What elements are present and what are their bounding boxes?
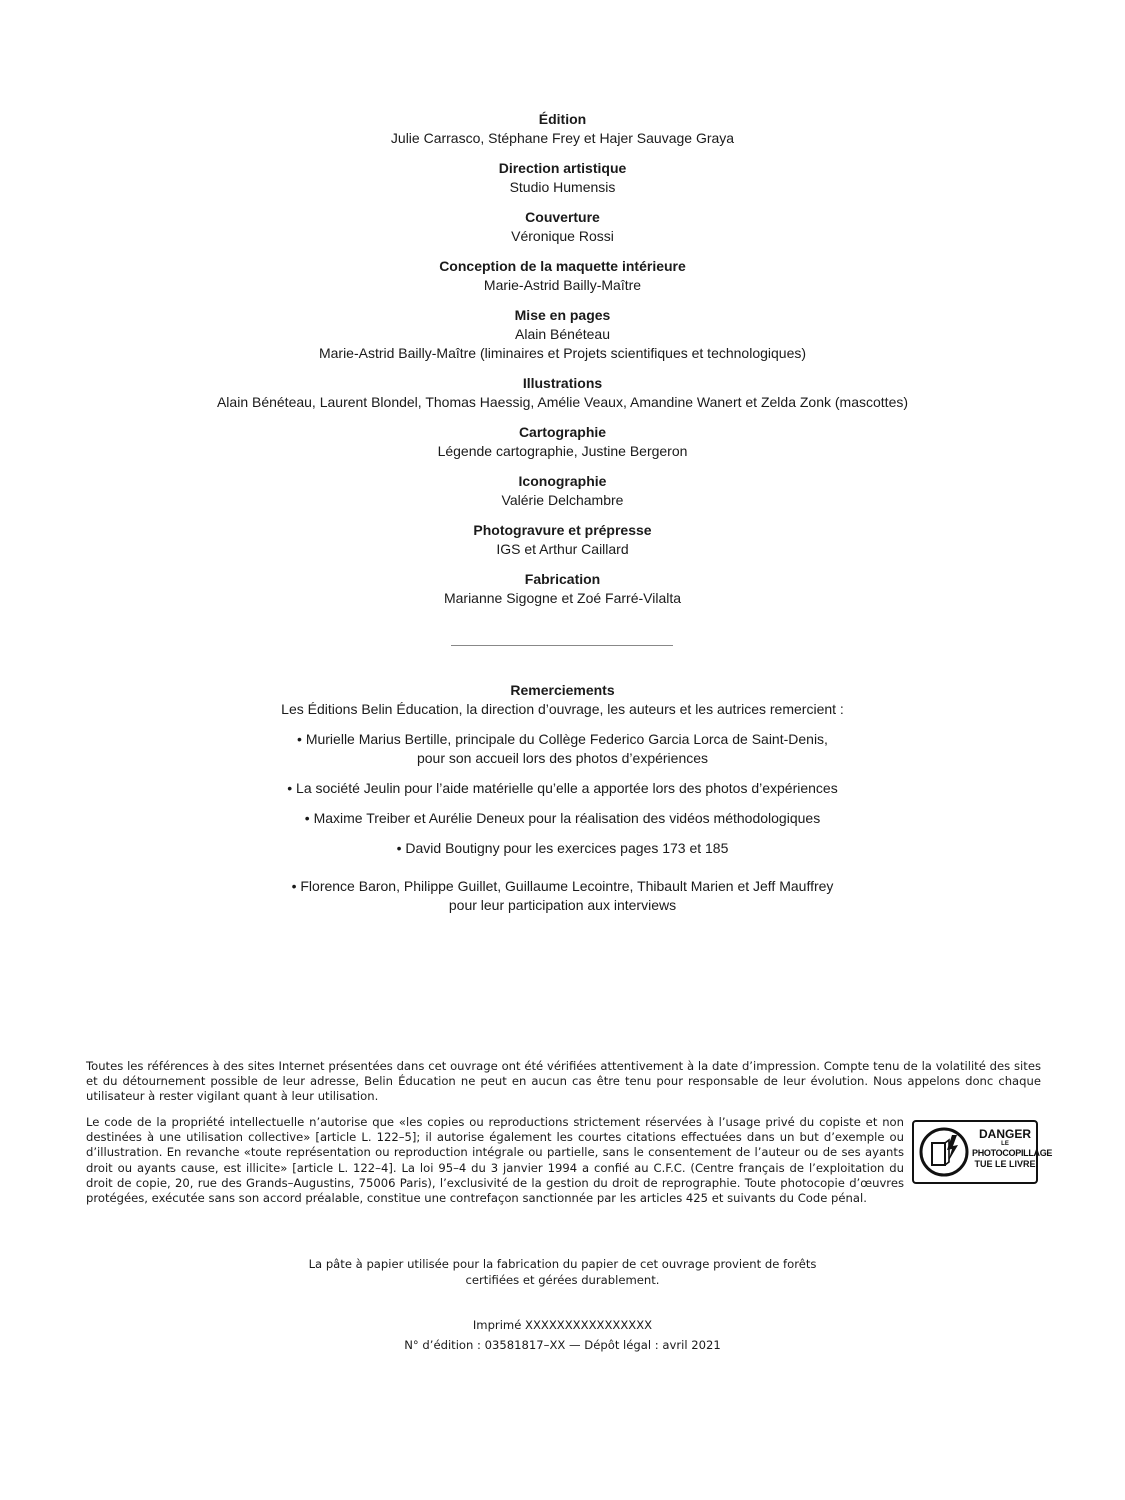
credit-name: Marie-Astrid Bailly-Maître (liminaires et Projets scientifiques et technologiques) — [318, 345, 807, 361]
credit-name: Légende cartographie, Justine Bergeron — [437, 443, 688, 459]
book-lightning-icon — [918, 1126, 970, 1178]
credit-role: Conception de la maquette intérieure — [439, 258, 686, 274]
acknowledgement-line: • Florence Baron, Philippe Guillet, Guillaume Lecointre, Thibault Marien et Jeff Mauffrey — [291, 878, 834, 894]
paper-sourcing-note — [0, 1257, 1125, 1288]
acknowledgement-item — [0, 779, 1125, 798]
danger-logo-line: LE — [1001, 1141, 1009, 1147]
credit-role: Édition — [538, 111, 587, 127]
credit-name: Alain Bénéteau, Laurent Blondel, Thomas Haessig, Amélie Veaux, Amandine Wanert et Zelda Zonk (mascottes) — [216, 394, 909, 410]
credit-role: Mise en pages — [514, 307, 611, 323]
acknowledgement-item — [0, 877, 1125, 915]
acknowledgement-item — [0, 839, 1125, 858]
credit-name: Marie-Astrid Bailly-Maître — [483, 277, 642, 293]
danger-logo-line: TUE LE LIVRE — [974, 1159, 1036, 1169]
acknowledgements-intro: Les Éditions Belin Éducation, la direction d’ouvrage, les auteurs et les autrices remercient : — [281, 701, 844, 717]
credit-name: Alain Bénéteau — [515, 326, 610, 342]
credit-fabrication — [0, 570, 1125, 608]
danger-logo-text — [972, 1127, 1053, 1170]
credit-cartographie — [0, 423, 1125, 461]
acknowledgement-item — [0, 730, 1125, 768]
credit-conception-maquette — [0, 257, 1125, 295]
acknowledgement-line: • David Boutigny pour les exercices pages 173 et 185 — [396, 840, 729, 856]
credit-name: Julie Carrasco, Stéphane Frey et Hajer Sauvage Graya — [390, 130, 735, 146]
credit-role: Photogravure et prépresse — [473, 522, 652, 538]
credit-role: Cartographie — [518, 424, 607, 440]
credit-photogravure — [0, 521, 1125, 559]
credit-role: Illustrations — [522, 375, 603, 391]
section-divider — [451, 645, 673, 646]
acknowledgement-line: pour leur participation aux interviews — [448, 897, 677, 913]
credit-name: Valérie Delchambre — [501, 492, 624, 508]
credit-name: IGS et Arthur Caillard — [496, 541, 629, 557]
acknowledgements-title: Remerciements — [510, 682, 615, 698]
credit-role: Fabrication — [524, 571, 601, 587]
credit-illustrations — [0, 374, 1125, 412]
danger-logo-line: DANGER — [978, 1127, 1031, 1141]
acknowledgement-item — [0, 809, 1125, 828]
internet-disclaimer: Toutes les références à des sites Internet présentées dans cet ouvrage ont été vérifiées attentivement à la date d’impression. Compte tenu de la volatilité des sites et du détournement possible de leur adresse, Belin Éducation ne peut en aucun cas être tenu pour responsable de leur évolution. Nous appelons donc chaque utilisateur à rester vigilant quant à leur utilisation. — [86, 1059, 1041, 1104]
credit-mise-en-pages — [0, 306, 1125, 363]
credits-section — [0, 110, 1125, 619]
danger-photocopillage-logo — [912, 1120, 1053, 1184]
paper-note-line: La pâte à papier utilisée pour la fabrication du papier de cet ouvrage provient de forêts — [308, 1257, 817, 1271]
printer-line: Imprimé XXXXXXXXXXXXXXXX — [472, 1318, 653, 1332]
copyright-notice: Le code de la propriété intellectuelle n’autorise que «les copies ou reproductions strictement réservées à l’usage privé du copiste et non destinées à une utilisation collective» [article L. 122–5]; il autorise également les courtes citations effectuées dans un but d’exemple ou d’illustration. En revanche «toute représentation ou reproduction intégrale ou partielle, sans le consentement de l’auteur ou de ses ayants droit ou ayants cause, est illicite» [article L. 122–4]. La loi 95–4 du 3 janvier 1994 a confié au C.F.C. (Centre français de l’exploitation du droit de copie, 20, rue des Grands–Augustins, 75006 Paris), l’exclusivité de la gestion du droit de reprographie. Toute photocopie d’œuvres protégées, exécutée sans son accord préalable, constitue une contrefaçon sanctionnée par les articles 425 et suivants du Code pénal. — [86, 1115, 904, 1206]
credit-name: Marianne Sigogne et Zoé Farré-Vilalta — [443, 590, 682, 606]
acknowledgement-line: • La société Jeulin pour l’aide matérielle qu’elle a apportée lors des photos d’expériences — [287, 780, 838, 796]
credit-couverture — [0, 208, 1125, 246]
credit-name: Véronique Rossi — [511, 228, 614, 244]
credit-edition — [0, 110, 1125, 148]
acknowledgement-line: • Maxime Treiber et Aurélie Deneux pour la réalisation des vidéos méthodologiques — [304, 810, 821, 826]
credit-iconographie — [0, 472, 1125, 510]
credit-role: Direction artistique — [498, 160, 627, 176]
paper-note-line: certifiées et gérées durablement. — [465, 1272, 660, 1287]
edition-legal-deposit: N° d’édition : 03581817–XX — Dépôt légal : avril 2021 — [404, 1338, 721, 1352]
credit-role: Couverture — [525, 209, 600, 225]
credit-name: Studio Humensis — [509, 179, 616, 195]
acknowledgements-section — [0, 681, 1125, 926]
acknowledgement-line: • Murielle Marius Bertille, principale du Collège Federico Garcia Lorca de Saint-Denis, — [297, 731, 828, 747]
credit-role: Iconographie — [518, 473, 607, 489]
credit-direction-artistique — [0, 159, 1125, 197]
acknowledgement-line: pour son accueil lors des photos d’expériences — [416, 750, 709, 766]
danger-logo-line: PHOTOCOPILLAGE — [972, 1148, 1053, 1158]
